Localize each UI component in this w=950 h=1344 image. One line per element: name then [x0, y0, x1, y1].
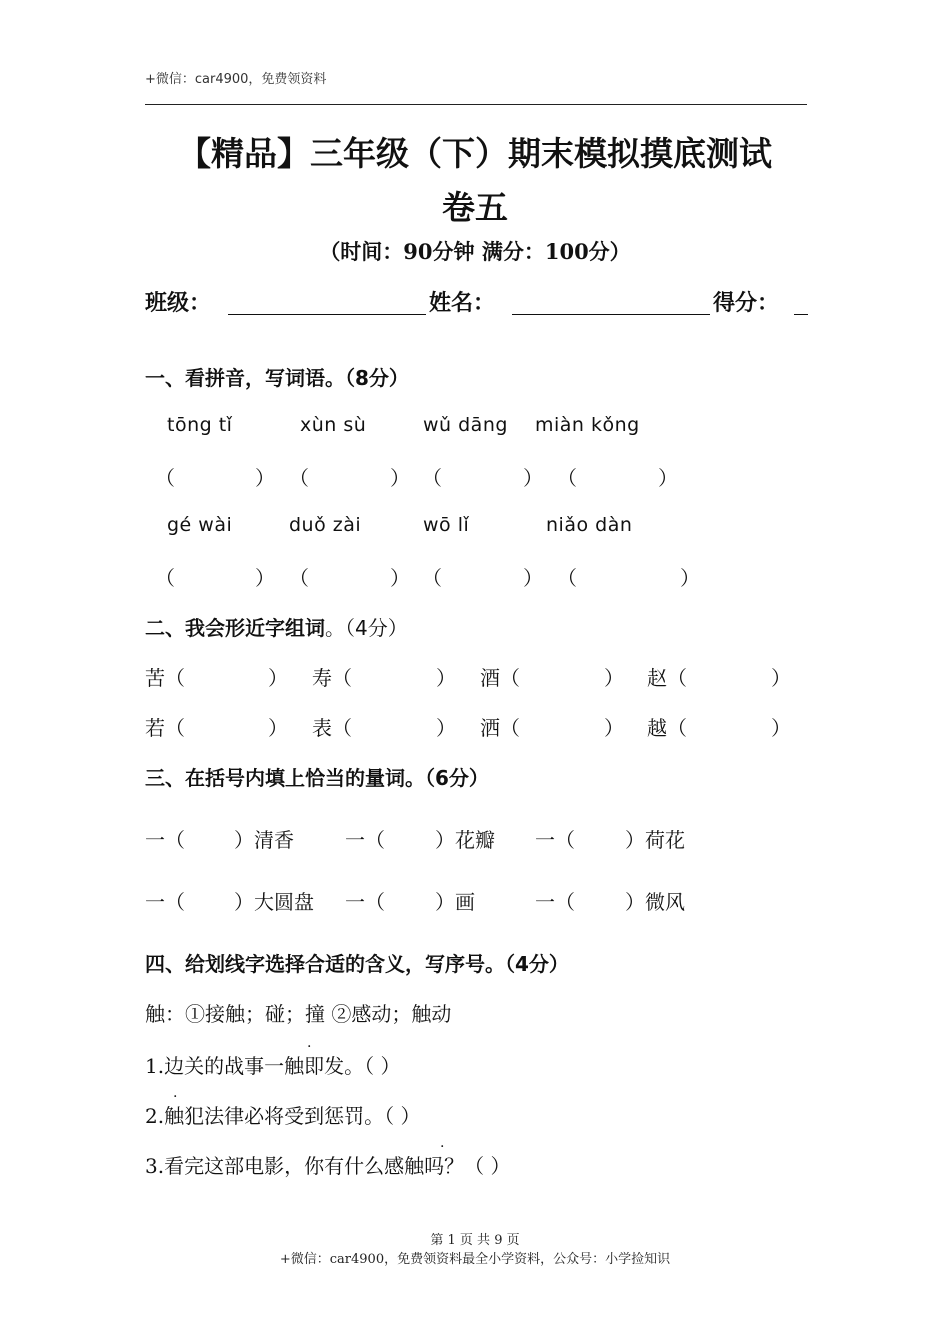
class-label: 班级： — [145, 291, 212, 316]
answer-bracket-close: ） — [658, 466, 678, 490]
measure-word-noun: ）清香 — [234, 828, 294, 852]
pinyin: miàn kǒng — [535, 414, 640, 436]
question-3: 3.看完这部电影，你有什么感触吗？（ ） — [145, 1154, 511, 1178]
answer-bracket-open: （ — [422, 566, 442, 590]
pinyin: xùn sù — [300, 414, 367, 436]
pinyin: gé wài — [167, 514, 233, 536]
page-title-line2: 卷五 — [442, 188, 508, 227]
bracket-close: ） — [604, 666, 624, 690]
pinyin: duǒ zài — [289, 514, 362, 536]
exam-subtitle: （时间：90分钟 满分：100分） — [319, 239, 631, 264]
pinyin: wō lǐ — [423, 514, 470, 536]
measure-word-noun: ）画 — [435, 890, 475, 914]
measure-word-noun: ）微风 — [625, 890, 685, 914]
answer-bracket-close: ） — [523, 466, 543, 490]
similar-char-item: 酒（ — [480, 666, 520, 690]
section4-heading: 四、给划线字选择合适的含义，写序号。（4分） — [145, 952, 569, 976]
bracket-close: ） — [771, 716, 791, 740]
measure-word-noun: ）大圆盘 — [234, 890, 314, 914]
definition: 触：①接触；碰；撞 ②感动；触动 — [145, 1002, 452, 1026]
answer-bracket-close: ） — [680, 566, 700, 590]
answer-bracket-open: （ — [289, 466, 309, 490]
pinyin: tōng tǐ — [167, 414, 233, 436]
answer-bracket-close: ） — [255, 566, 275, 590]
similar-char-item: 洒（ — [480, 716, 520, 740]
bracket-close: ） — [268, 666, 288, 690]
answer-bracket-open: （ — [155, 566, 175, 590]
question-1: 1.边关的战事一触即发。（ ） — [145, 1054, 401, 1078]
bracket-close: ） — [268, 716, 288, 740]
section2-heading: 二、我会形近字组词。（4分） — [145, 616, 408, 640]
bracket-close: ） — [604, 716, 624, 740]
footer-note: +微信：car4900，免费领资料最全小学资料，公众号：小学捡知识 — [279, 1252, 671, 1267]
page-title: 【精品】三年级（下）期末模拟摸底测试 — [178, 134, 772, 173]
measure-word-prefix: 一（ — [145, 828, 185, 852]
answer-bracket-open: （ — [289, 566, 309, 590]
answer-bracket-open: （ — [557, 566, 577, 590]
bracket-close: ） — [436, 716, 456, 740]
measure-word-prefix: 一（ — [535, 890, 575, 914]
measure-word-noun: ）花瓣 — [435, 828, 495, 852]
measure-word-prefix: 一（ — [535, 828, 575, 852]
answer-bracket-close: ） — [255, 466, 275, 490]
similar-char-item: 赵（ — [647, 666, 687, 690]
class-field[interactable] — [228, 288, 426, 315]
bracket-close: ） — [771, 666, 791, 690]
similar-char-item: 越（ — [647, 716, 687, 740]
answer-bracket-close: ） — [390, 466, 410, 490]
section3-heading: 三、在括号内填上恰当的量词。（6分） — [145, 766, 489, 790]
header-rule — [145, 104, 807, 105]
emphasis-dot: . — [307, 1035, 312, 1051]
page-number: 第 1 页 共 9 页 — [430, 1233, 520, 1248]
name-field[interactable] — [512, 288, 710, 315]
answer-bracket-close: ） — [523, 566, 543, 590]
similar-char-item: 寿（ — [312, 666, 352, 690]
header-note: +微信：car4900，免费领资料 — [145, 72, 327, 87]
emphasis-dot: . — [173, 1085, 178, 1101]
score-field[interactable] — [794, 288, 808, 315]
section1-heading: 一、看拼音，写词语。（8分） — [145, 366, 409, 390]
measure-word-noun: ）荷花 — [625, 828, 685, 852]
score-label: 得分： — [713, 291, 780, 316]
measure-word-prefix: 一（ — [345, 890, 385, 914]
name-label: 姓名： — [429, 291, 496, 316]
bracket-close: ） — [436, 666, 456, 690]
answer-bracket-open: （ — [557, 466, 577, 490]
answer-bracket-open: （ — [155, 466, 175, 490]
pinyin: niǎo dàn — [546, 514, 633, 536]
measure-word-prefix: 一（ — [345, 828, 385, 852]
answer-bracket-close: ） — [390, 566, 410, 590]
pinyin: wǔ dāng — [423, 414, 508, 436]
question-2: 2.触犯法律必将受到惩罚。（ ） — [145, 1104, 421, 1128]
similar-char-item: 若（ — [145, 716, 185, 740]
measure-word-prefix: 一（ — [145, 890, 185, 914]
emphasis-dot: . — [440, 1135, 445, 1151]
similar-char-item: 苦（ — [145, 666, 185, 690]
answer-bracket-open: （ — [422, 466, 442, 490]
similar-char-item: 表（ — [312, 716, 352, 740]
